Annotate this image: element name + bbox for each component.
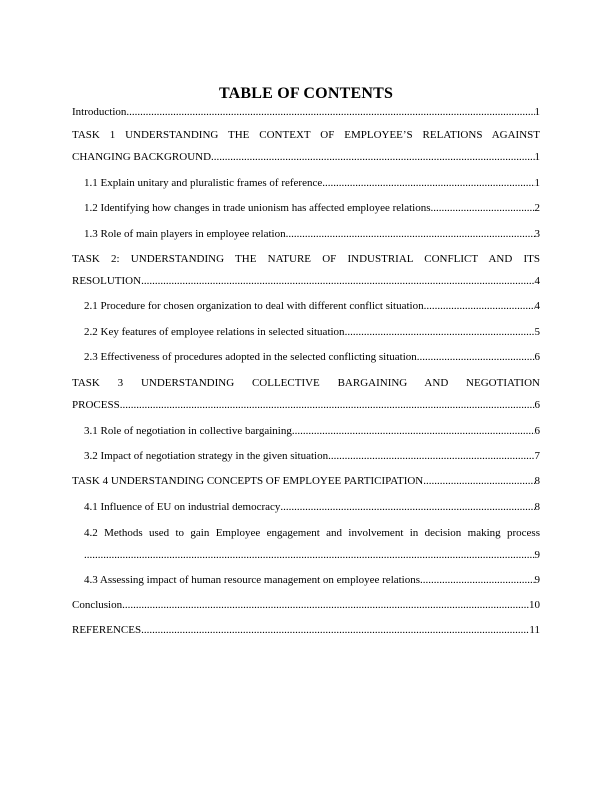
toc-entry-text: 1.2 Identifying how changes in trade unionism has affected employee relations (84, 202, 431, 214)
toc-entry-text: CHANGING BACKGROUND (72, 151, 212, 163)
toc-page-number: 3 (534, 228, 540, 240)
toc-entry-3-1[interactable] (84, 424, 540, 438)
toc-page-number: 4 (534, 300, 540, 312)
toc-entry-text: TASK 3 UNDERSTANDING COLLECTIVE BARGAINING AND NEGOTIATION (72, 377, 540, 389)
toc-entry-2-1[interactable] (84, 299, 540, 313)
toc-page-number: 10 (529, 599, 540, 611)
toc-entry-task3[interactable] (72, 398, 540, 412)
toc-entry-text: Introduction (72, 106, 127, 118)
toc-page-number: 9 (534, 549, 540, 561)
toc-entry-4-2-line1[interactable] (84, 526, 540, 540)
toc-entry-text: Conclusion (72, 599, 123, 611)
toc-entry-1-2[interactable] (84, 201, 540, 215)
dot-leader (286, 227, 535, 241)
toc-entry-text: 2.2 Key features of employee relations in selected situation (84, 326, 345, 338)
toc-entry-text: REFERENCES (72, 624, 142, 636)
dot-leader (322, 176, 534, 190)
toc-entry-4-3[interactable] (84, 573, 540, 587)
toc-entry-text: 4.3 Assessing impact of human resource management on employee relations (84, 574, 421, 586)
toc-page-number: 1 (534, 177, 540, 189)
toc-entry-4-1[interactable] (84, 500, 540, 514)
dot-leader (423, 474, 534, 488)
toc-entry-task1[interactable] (72, 150, 540, 164)
toc-entry-text: 1.1 Explain unitary and pluralistic frames of reference (84, 177, 323, 189)
toc-entry-text: 2.1 Procedure for chosen organization to deal with different conflict situation (84, 300, 424, 312)
dot-leader (122, 598, 529, 612)
toc-entry-text: 1.3 Role of main players in employee relation (84, 228, 286, 240)
toc-entry-introduction[interactable] (72, 105, 540, 119)
toc-entry-text: TASK 2: UNDERSTANDING THE NATURE OF INDUSTRIAL CONFLICT AND ITS (72, 253, 540, 265)
toc-entry-text: 3.2 Impact of negotiation strategy in the given situation (84, 450, 329, 462)
toc-page-number: 8 (534, 475, 540, 487)
dot-leader (328, 449, 534, 463)
toc-entry-4-2[interactable] (84, 548, 540, 562)
toc-entry-task2-line1[interactable] (72, 252, 540, 266)
toc-entry-task1-line1[interactable] (72, 128, 540, 142)
dot-leader (141, 274, 534, 288)
page-title: TABLE OF CONTENTS (218, 85, 394, 102)
toc-page-number: 1 (534, 106, 540, 118)
toc-entry-task4[interactable] (72, 474, 540, 488)
toc-entry-text: TASK 1 UNDERSTANDING THE CONTEXT OF EMPLOYEE’S RELATIONS AGAINST (72, 129, 540, 141)
toc-entry-text: 2.3 Effectiveness of procedures adopted in the selected conflicting situation (84, 351, 417, 363)
dot-leader (141, 623, 529, 637)
toc-entry-references[interactable] (72, 623, 540, 637)
toc-entry-2-3[interactable] (84, 350, 540, 364)
dot-leader (345, 325, 535, 339)
toc-entry-task3-line1[interactable] (72, 376, 540, 390)
toc-entry-text: 4.2 Methods used to gain Employee engagement and involvement in decision making process (84, 527, 540, 539)
toc-page-number: 7 (534, 450, 540, 462)
dot-leader (292, 424, 535, 438)
toc-page-number: 6 (534, 399, 540, 411)
toc-entry-text: 4.1 Influence of EU on industrial democracy (84, 501, 281, 513)
toc-entry-text: 3.1 Role of negotiation in collective bargaining (84, 425, 292, 437)
toc-entry-1-1[interactable] (84, 176, 540, 190)
toc-page-number: 11 (529, 624, 540, 636)
dot-leader (424, 299, 535, 313)
toc-page-number: 5 (534, 326, 540, 338)
toc-entry-text: RESOLUTION (72, 275, 142, 287)
toc-page-number: 6 (534, 351, 540, 363)
dot-leader (120, 398, 535, 412)
toc-page-number: 1 (534, 151, 540, 163)
toc-entry-1-3[interactable] (84, 227, 540, 241)
dot-leader (280, 500, 534, 514)
toc-entry-conclusion[interactable] (72, 598, 540, 612)
toc-page-number: 6 (534, 425, 540, 437)
toc-entry-task2[interactable] (72, 274, 540, 288)
toc-entry-text: TASK 4 UNDERSTANDING CONCEPTS OF EMPLOYEE PARTICIPATION (72, 475, 424, 487)
toc-page-number: 9 (534, 574, 540, 586)
dot-leader (211, 150, 534, 164)
dot-leader (417, 350, 535, 364)
dot-leader (431, 201, 535, 215)
toc-page-number: 2 (534, 202, 540, 214)
dot-leader (420, 573, 534, 587)
toc-page-number: 8 (534, 501, 540, 513)
toc-page-number: 4 (534, 275, 540, 287)
toc-entry-text: PROCESS (72, 399, 120, 411)
toc-entry-2-2[interactable] (84, 325, 540, 339)
dot-leader (84, 548, 535, 562)
toc-entry-3-2[interactable] (84, 449, 540, 463)
dot-leader (126, 105, 534, 119)
